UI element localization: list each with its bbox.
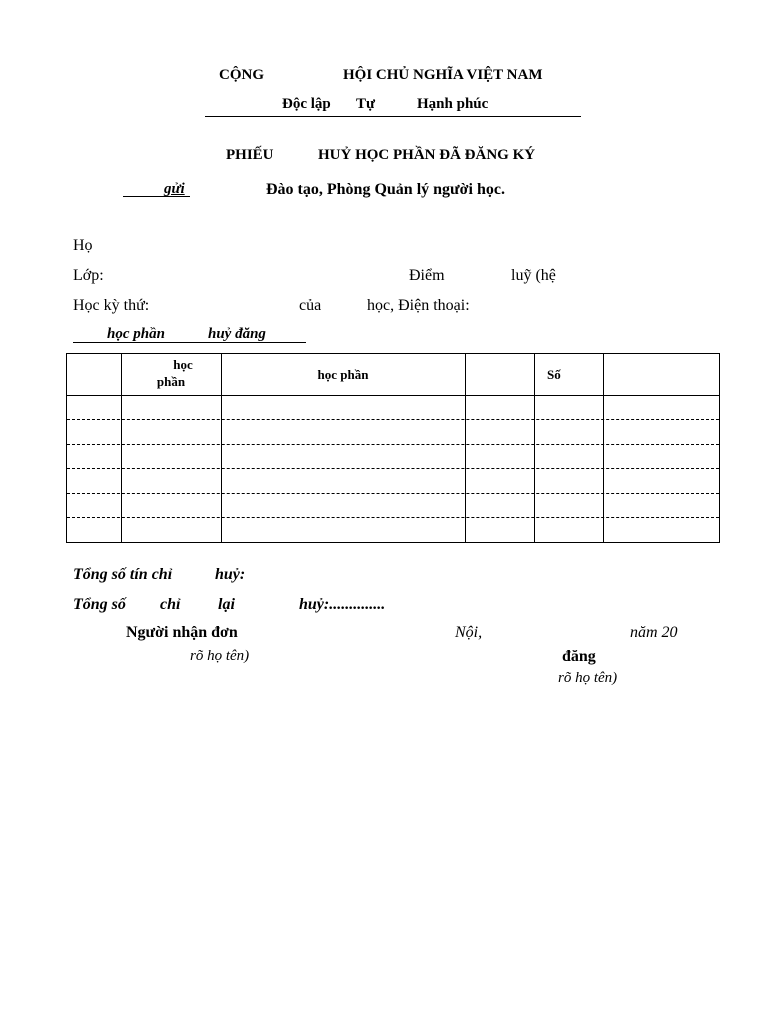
form-title: HUỶ HỌC PHẦN ĐÃ ĐĂNG KÝ <box>318 147 536 163</box>
header-independence: Độc lập <box>282 96 331 112</box>
semester-label: Học kỳ thứ: <box>73 297 150 314</box>
recipient-prefix: gửi <box>164 181 185 197</box>
total-cancelled-suffix: huỷ: <box>215 566 246 583</box>
registrant-title: đăng <box>562 648 596 665</box>
date-year-text: năm 20 <box>630 624 678 641</box>
year-label: của <box>299 297 322 314</box>
class-label: Lớp: <box>73 267 104 284</box>
total-remaining-b: chỉ <box>160 596 181 613</box>
registrant-note: rõ họ tên) <box>558 670 618 686</box>
total-remaining-label: Tổng số <box>73 596 126 613</box>
place-text: Nội, <box>455 624 483 641</box>
receiver-note: rõ họ tên) <box>190 648 250 664</box>
table-row <box>67 419 719 420</box>
recipient-text: Đào tạo, Phòng Quản lý người học. <box>266 181 505 198</box>
col-divider <box>534 354 535 542</box>
table-row <box>67 517 719 518</box>
table-header-divider <box>67 395 719 396</box>
table-heading-b: huỷ đăng <box>208 326 266 342</box>
form-title-phieu: PHIẾU <box>226 147 274 163</box>
header-course-code-line1: học <box>173 357 193 372</box>
table-heading-a: học phần <box>107 326 165 342</box>
total-remaining-d: huỷ:.............. <box>299 596 386 613</box>
header-course-name: học phần <box>317 367 369 382</box>
header-republic: HỘI CHỦ NGHĨA VIỆT NAM <box>343 67 543 83</box>
col-divider <box>603 354 604 542</box>
header-happiness: Hạnh phúc <box>417 96 489 112</box>
course-table <box>66 353 720 543</box>
receiver-title: Người nhận đơn <box>126 624 238 641</box>
col-divider <box>465 354 466 542</box>
header-freedom: Tự <box>356 96 376 112</box>
total-remaining-c: lại <box>218 596 235 613</box>
name-label: Họ <box>73 237 93 254</box>
table-row <box>67 468 719 469</box>
header-underline <box>205 116 581 117</box>
gpa-label: Điểm <box>409 267 445 284</box>
table-row <box>67 493 719 494</box>
header-credits: Số <box>547 367 561 382</box>
header-course-code <box>121 356 221 390</box>
header-course-code-line2: phần <box>156 374 186 389</box>
gpa-suffix: luỹ (hệ <box>511 267 556 284</box>
total-cancelled-label: Tổng số tín chỉ <box>73 566 173 583</box>
phone-label: học, Điện thoại: <box>367 297 470 314</box>
header-cong: CỘNG <box>219 67 264 83</box>
table-row <box>67 444 719 445</box>
